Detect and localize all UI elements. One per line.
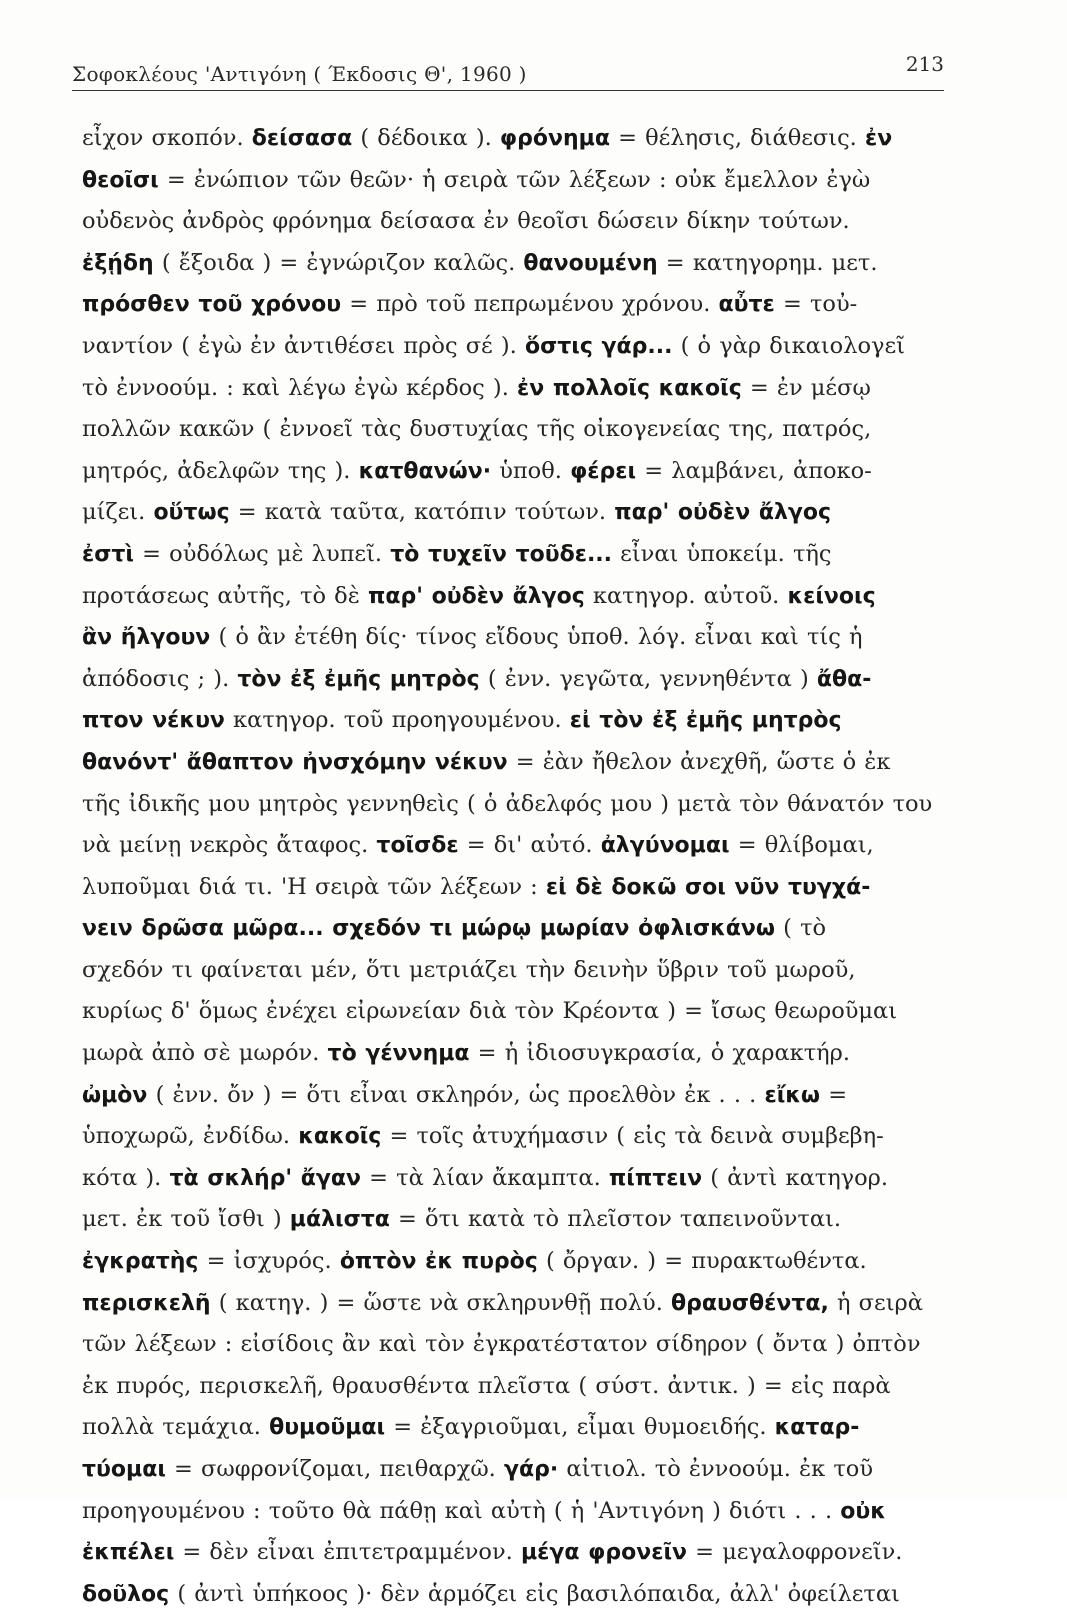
- text-line: [82, 784, 952, 826]
- lemma-term: φρόνημα: [499, 126, 610, 151]
- text-line: [82, 492, 952, 534]
- lemma-term: ἐξῄδη: [82, 250, 154, 276]
- gloss-text: ( ἀντὶ ὑπήκοος )· δὲν ἁρμόζει εἰς βασιλόπαιδα, ἀλλ' ὀφείλεται: [169, 1580, 900, 1607]
- gloss-text: τῆς ἰδικῆς μου μητρὸς γεννηθεὶς ( ὁ ἀδελφός μου ) μετὰ τὸν θάνατόν του: [82, 790, 933, 817]
- text-line: [82, 1449, 952, 1491]
- lemma-term: ἂν ἤλγουν: [82, 625, 211, 651]
- text-line: [82, 700, 952, 742]
- gloss-text: = τὰ λίαν ἄκαμπτα.: [361, 1164, 609, 1191]
- gloss-text: = κατηγορημ. μετ.: [657, 249, 878, 276]
- gloss-text: = θλίβομαι,: [729, 832, 874, 859]
- lemma-term: τύομαι: [82, 1457, 166, 1482]
- text-line: [82, 243, 952, 285]
- lemma-term: θανόντ' ἄθαπτον ἠνσχόμην νέκυν: [82, 749, 508, 775]
- gloss-text: = μεγαλοφρονεῖν.: [687, 1539, 903, 1566]
- gloss-text: οὐδενὸς ἀνδρὸς φρόνημα δείσασα ἐν θεοῖσι δώσειν δίκην τούτων.: [82, 208, 850, 235]
- gloss-text: = κατὰ ταῦτα, κατόπιν τούτων.: [229, 499, 615, 526]
- lemma-term: παρ' οὐδὲν ἄλγος: [367, 583, 585, 609]
- gloss-text: εἶναι ὑποκείμ. τῆς: [612, 540, 832, 567]
- text-line: [82, 950, 952, 992]
- gloss-text: τὸ ἐννοούμ. : καὶ λέγω ἐγὼ κέρδος ).: [82, 374, 517, 401]
- text-line: [82, 1574, 952, 1615]
- text-line: [82, 742, 952, 784]
- lemma-term: κακοῖς: [298, 1124, 382, 1150]
- text-line: [82, 576, 952, 618]
- gloss-text: κυρίως δ' ὅμως ἐνέχει εἰρωνείαν διὰ τὸν Κρέοντα ) = ἴσως θεωροῦμαι: [82, 998, 898, 1025]
- lemma-term: τὸ γέννημα: [327, 1041, 470, 1067]
- lemma-term: τοῖσδε: [376, 833, 459, 859]
- lemma-term: δείσασα: [251, 126, 353, 151]
- gloss-text: = σωφρονίζομαι, πειθαρχῶ.: [165, 1456, 504, 1482]
- lemma-term: θανουμένη: [523, 250, 658, 276]
- text-line: [82, 118, 952, 160]
- gloss-text: ὑποχωρῶ, ἐνδίδω.: [82, 1123, 299, 1150]
- text-line: [82, 991, 952, 1033]
- lemma-term: οὐκ: [840, 1498, 886, 1524]
- lemma-term: τὰ σκλήρ' ἄγαν: [169, 1165, 362, 1191]
- text-line: [82, 451, 952, 493]
- gloss-text: προτάσεως αὐτῆς, τὸ δὲ: [82, 582, 368, 609]
- lemma-term: ἄθα-: [816, 666, 872, 692]
- lemma-term: ἐκπέλει: [82, 1540, 175, 1566]
- text-line: [82, 368, 952, 410]
- running-title: Σοφοκλέους 'Αντιγόνη ( Έκδοσις Θ', 1960 ): [72, 62, 527, 86]
- lemma-term: εἰ τὸν ἐξ ἐμῆς μητρὸς: [569, 708, 842, 734]
- lemma-term: πίπτειν: [608, 1165, 703, 1191]
- gloss-text: πολλὰ τεμάχια.: [82, 1414, 270, 1441]
- gloss-text: τῶν λέξεων : εἰσίδοις ἂν καὶ τὸν ἐγκρατέστατον σίδηρον ( ὄντα ) ὀπτὸν: [82, 1331, 921, 1358]
- text-line: [82, 617, 952, 659]
- lemma-term: εἴκω: [764, 1082, 821, 1108]
- gloss-text: =: [820, 1081, 848, 1108]
- gloss-text: ( ὄργαν. ) = πυρακτωθέντα.: [537, 1248, 867, 1275]
- lemma-term: οὕτως: [153, 500, 230, 526]
- gloss-text: = θέλησις, διάθεσις.: [609, 125, 865, 151]
- gloss-text: = ἐνώπιον τῶν θεῶν· ἡ σειρὰ τῶν λέξεων : οὐκ ἔμελλον ἐγὼ: [158, 166, 871, 193]
- gloss-text: ἐκ πυρός, περισκελῆ, θραυσθέντα πλεῖστα ( σύστ. ἀντικ. ) = εἰς παρὰ: [82, 1372, 891, 1399]
- lemma-term: κείνοις: [787, 583, 876, 609]
- gloss-text: = ἐὰν ἤθελον ἀνεχθῆ, ὥστε ὁ ἐκ: [507, 748, 891, 775]
- lemma-term: ὅστις γάρ...: [524, 333, 673, 359]
- gloss-text: = τοὐ-: [774, 291, 858, 318]
- gloss-text: = οὐδόλως μὲ λυπεῖ.: [134, 540, 391, 567]
- text-line: [82, 326, 952, 368]
- page-number: 213: [905, 52, 944, 76]
- gloss-text: προηγουμένου : τοῦτο θὰ πάθῃ καὶ αὐτὴ ( ἡ 'Αντιγόνη ) διότι . . .: [82, 1497, 841, 1524]
- gloss-text: νὰ μείνῃ νεκρὸς ἄταφος.: [82, 832, 377, 859]
- gloss-text: ( κατηγ. ) = ὥστε νὰ σκληρυνθῇ πολύ.: [210, 1289, 672, 1316]
- gloss-text: ἡ σειρὰ: [828, 1289, 923, 1316]
- gloss-text: μωρὰ ἀπὸ σὲ μωρόν.: [82, 1040, 328, 1067]
- gloss-text: αἰτιολ. τὸ ἐννοούμ. ἐκ τοῦ: [558, 1456, 874, 1482]
- gloss-text: ( δέδοικα ).: [352, 125, 500, 151]
- text-line: [82, 1407, 952, 1449]
- text-line: [82, 1158, 952, 1200]
- lemma-term: μάλιστα: [289, 1207, 390, 1233]
- running-header: [72, 52, 944, 92]
- gloss-text: = ἐν μέσῳ: [741, 374, 871, 401]
- lemma-term: αὖτε: [718, 292, 775, 318]
- lemma-term: καταρ-: [774, 1415, 860, 1441]
- lemma-term: θεοῖσι: [82, 167, 159, 193]
- gloss-text: ( τὸ: [775, 915, 827, 942]
- gloss-text: ( ἔξοιδα ) = ἐγνώριζον καλῶς.: [153, 249, 524, 276]
- lemma-term: φέρει: [570, 458, 637, 484]
- lemma-term: θυμοῦμαι: [269, 1415, 386, 1441]
- lemma-term: πρόσθεν τοῦ χρόνου: [82, 292, 342, 318]
- header-rule: [72, 90, 944, 91]
- gloss-text: κατηγορ. τοῦ προηγουμένου.: [224, 707, 570, 734]
- text-line: [82, 1324, 952, 1366]
- gloss-text: = πρὸ τοῦ πεπρωμένου χρόνου.: [341, 291, 719, 318]
- lemma-term: θραυσθέντα,: [671, 1290, 829, 1316]
- lemma-term: ἐν: [865, 126, 893, 151]
- text-line: [82, 1199, 952, 1241]
- gloss-text: ( ὁ γὰρ δικαιολογεῖ: [672, 332, 905, 359]
- gloss-text: κότα ).: [82, 1164, 170, 1191]
- gloss-text: ( ἐνν. γεγῶτα, γεννηθέντα ): [479, 665, 817, 692]
- lemma-term: μέγα φρονεῖν: [520, 1540, 688, 1566]
- text-line: [82, 659, 952, 701]
- lemma-term: παρ' οὐδὲν ἄλγος: [614, 500, 832, 526]
- lemma-term: νειν δρῶσα μῶρα... σχεδόν τι μώρῳ μωρίαν ὀφλισκάνω: [82, 916, 775, 942]
- gloss-text: ἀπόδοσις ; ).: [82, 665, 238, 692]
- gloss-text: ( ἐνν. ὄν ) = ὅτι εἶναι σκληρόν, ὡς προελθὸν ἐκ . . .: [147, 1081, 765, 1108]
- text-line: [82, 1366, 952, 1408]
- gloss-text: εἶχον σκοπόν.: [82, 125, 252, 151]
- lemma-term: ἐν πολλοῖς κακοῖς: [517, 375, 742, 401]
- lemma-term: ἐστὶ: [82, 541, 134, 567]
- gloss-text: = ὅτι κατὰ τὸ πλεῖστον ταπεινοῦνται.: [389, 1206, 842, 1233]
- gloss-text: σχεδόν τι φαίνεται μέν, ὅτι μετριάζει τὴν δεινὴν ὕβριν τοῦ μωροῦ,: [82, 956, 856, 983]
- text-line: [82, 1491, 952, 1533]
- gloss-text: ( ἀντὶ κατηγορ.: [702, 1164, 889, 1191]
- gloss-text: πολλῶν κακῶν ( ἐννοεῖ τὰς δυστυχίας τῆς οἰκογενείας της, πατρός,: [82, 416, 872, 443]
- gloss-text: = ἰσχυρός.: [198, 1248, 340, 1275]
- gloss-text: = δι' αὐτό.: [458, 832, 601, 859]
- gloss-text: = ἡ ἰδιοσυγκρασία, ὁ χαρακτήρ.: [469, 1040, 851, 1067]
- lemma-term: δοῦλος: [82, 1581, 170, 1607]
- text-line: [82, 534, 952, 576]
- lemma-term: πτον νέκυν: [82, 708, 225, 734]
- gloss-text: ( ὁ ἂν ἐτέθη δίς· τίνος εἴδους ὑποθ. λόγ. εἶναι καὶ τίς ἡ: [210, 624, 863, 651]
- lemma-term: ἐγκρατὴς: [82, 1249, 199, 1275]
- gloss-text: ναντίον ( ἐγὼ ἐν ἀντιθέσει πρὸς σέ ).: [82, 332, 525, 359]
- gloss-text: = δὲν εἶναι ἐπιτετραμμένον.: [174, 1539, 521, 1566]
- lemma-term: περισκελῆ: [82, 1290, 211, 1316]
- text-line: [82, 284, 952, 326]
- text-line: [82, 1241, 952, 1283]
- text-line: [82, 1075, 952, 1117]
- gloss-text: = τοῖς ἀτυχήμασιν ( εἰς τὰ δεινὰ συμβεβη-: [381, 1123, 884, 1150]
- gloss-text: = ἐξαγριοῦμαι, εἶμαι θυμοειδής.: [385, 1414, 775, 1441]
- text-line: [82, 1532, 952, 1574]
- lemma-term: κατθανών·: [358, 458, 492, 484]
- text-line: [82, 1033, 952, 1075]
- gloss-text: μητρός, ἀδελφῶν της ).: [82, 457, 359, 484]
- text-line: [82, 201, 952, 243]
- text-line: [82, 1116, 952, 1158]
- gloss-text: μετ. ἐκ τοῦ ἴσθι ): [82, 1206, 290, 1233]
- lemma-term: ὀπτὸν ἐκ πυρὸς: [339, 1249, 538, 1275]
- text-line: [82, 160, 952, 202]
- lemma-term: τὸ τυχεῖν τοῦδε...: [390, 541, 613, 567]
- gloss-text: μίζει.: [82, 499, 154, 526]
- commentary-text: [82, 118, 952, 1615]
- text-line: [82, 867, 952, 909]
- lemma-term: γάρ·: [504, 1457, 559, 1482]
- text-line: [82, 825, 952, 867]
- text-line: [82, 908, 952, 950]
- lemma-term: ἀλγύνομαι: [600, 833, 730, 859]
- gloss-text: λυποῦμαι διά τι. 'Η σειρὰ τῶν λέξεων :: [82, 873, 546, 900]
- lemma-term: εἰ δὲ δοκῶ σοι νῦν τυγχά-: [545, 874, 871, 900]
- gloss-text: ὑποθ.: [491, 457, 571, 484]
- text-line: [82, 1283, 952, 1325]
- text-line: [82, 409, 952, 451]
- lemma-term: ὠμὸν: [82, 1082, 148, 1108]
- gloss-text: κατηγορ. αὐτοῦ.: [584, 582, 788, 609]
- gloss-text: = λαμβάνει, ἀποκο-: [636, 457, 872, 484]
- lemma-term: τὸν ἐξ ἐμῆς μητρὸς: [237, 666, 480, 692]
